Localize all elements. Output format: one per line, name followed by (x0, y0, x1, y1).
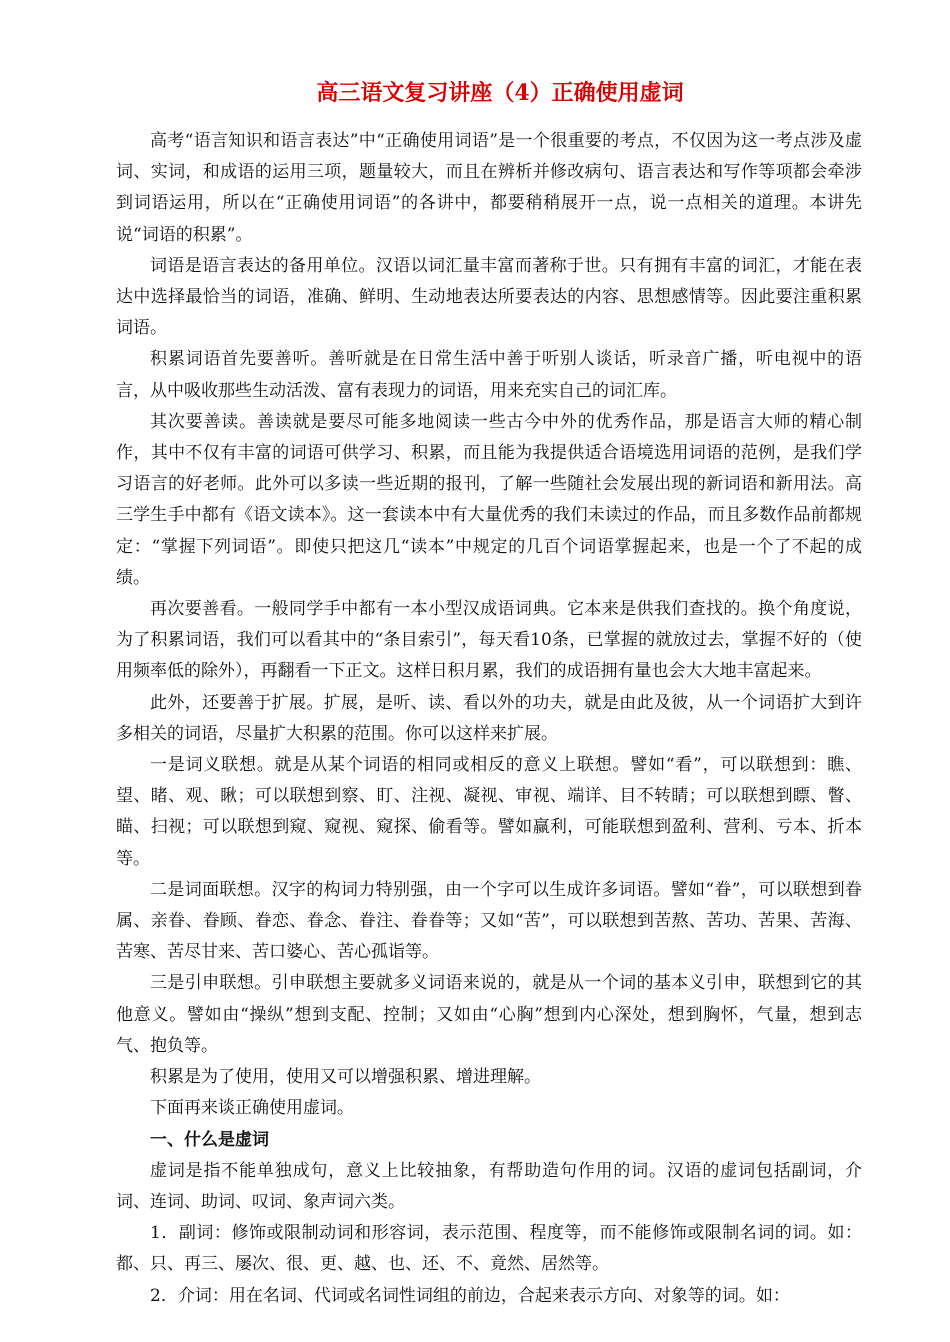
paragraph: 1．副词：修饰或限制动词和形容词，表示范围、程度等，而不能修饰或限制名词的词。如：都、只、再三、屡次、很、更、越、也、还、不、竟然、居然等。 (116, 1223, 862, 1275)
paragraph: 下面再来谈正确使用虚词。 (150, 1098, 354, 1119)
paragraph: 词语是语言表达的备用单位。汉语以词汇量丰富而著称于世。只有拥有丰富的词汇，才能在表达中选择最恰当的词语，准确、鲜明、生动地表达所要表达的内容、思想感情等。因此要注重积累词语。 (116, 255, 862, 339)
paragraph: 2．介词：用在名词、代词或名词性词组的前边，合起来表示方向、对象等的词。如： (150, 1285, 790, 1306)
paragraph: 二是词面联想。汉字的构词力特别强，由一个字可以生成许多词语。譬如“眷”，可以联想到眷属、亲眷、眷顾、眷恋、眷念、眷注、眷眷等；又如“苦”，可以联想到苦熬、苦功、苦果、苦海、苦寒、苦尽甘来、苦口婆心、苦心孤诣等。 (116, 879, 862, 963)
paragraph: 虚词是指不能单独成句，意义上比较抽象，有帮助造句作用的词。汉语的虚词包括副词，介词、连词、助词、叹词、象声词六类。 (116, 1160, 862, 1212)
document-body (116, 126, 862, 1312)
paragraph: 其次要善读。善读就是要尽可能多地阅读一些古今中外的优秀作品，那是语言大师的精心制作，其中不仅有丰富的词语可供学习、积累，而且能为我提供适合语境选用词语的范例，是我们学习语言的好老师。此外可以多读一些近期的报刊，了解一些随社会发展出现的新词语和新用法。高三学生手中都有《语文读本》。这一套读本中有大量优秀的我们未读过的作品，而且多数作品前都规定：“掌握下列词语”。即使只把这几“读本”中规定的几百个词语掌握起来，也是一个了不起的成绩。 (116, 411, 862, 588)
paragraph: 再次要善看。一般同学手中都有一本小型汉成语词典。它本来是供我们查找的。换个角度说，为了积累词语，我们可以看其中的“条目索引”，每天看10条，已掌握的就放过去，掌握不好的（使用频率低的除外），再翻看一下正文。这样日积月累，我们的成语拥有量也会大大地丰富起来。 (116, 599, 862, 682)
paragraph: 此外，还要善于扩展。扩展，是听、读、看以外的功夫，就是由此及彼，从一个词语扩大到许多相关的词语，尽量扩大积累的范围。你可以这样来扩展。 (116, 692, 862, 744)
paragraph: 三是引申联想。引申联想主要就多义词语来说的，就是从一个词的基本义引申，联想到它的其他意义。譬如由“操纵”想到支配、控制；又如由“心胸”想到内心深处，想到胸怀，气量，想到志气、抱负等。 (116, 973, 862, 1056)
document-title: 高三语文复习讲座（4）正确使用虚词 (316, 80, 684, 106)
section-heading: 一、什么是虚词 (150, 1129, 269, 1150)
paragraph: 高考“语言知识和语言表达”中“正确使用词语”是一个很重要的考点，不仅因为这一考点涉及虚词、实词，和成语的运用三项，题量较大，而且在辨析并修改病句、语言表达和写作等项都会牵涉到词语运用，所以在“正确使用词语”的各讲中，都要稍稍展开一点，说一点相关的道理。本讲先说“词语的积累”。 (116, 131, 862, 245)
paragraph: 一是词义联想。就是从某个词语的相同或相反的意义上联想。譬如“看”，可以联想到：瞧、望、睹、观、瞅；可以联想到察、盯、注视、凝视、审视、端详、目不转睛；可以联想到瞟、瞥、瞄、扫视；可以联想到窥、窥视、窥探、偷看等。譬如赢利，可能联想到盈利、营利、亏本、折本等。 (116, 755, 862, 869)
paragraph: 积累是为了使用，使用又可以增强积累、增进理解。 (150, 1067, 541, 1088)
paragraph: 积累词语首先要善听。善听就是在日常生活中善于听别人谈话，听录音广播，听电视中的语言，从中吸收那些生动活泼、富有表现力的词语，用来充实自己的词汇库。 (116, 349, 862, 401)
